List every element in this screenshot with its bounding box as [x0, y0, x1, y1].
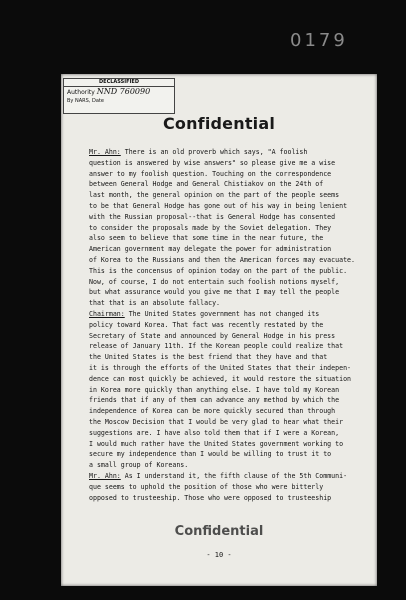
speaker-label: Mr. Ahn:	[89, 471, 121, 480]
stamp-authority-label: Authority	[67, 89, 95, 96]
line-text: a small group of Koreans.	[89, 461, 189, 470]
transcript-line	[89, 352, 373, 363]
line-text: last month, the general opinion on the part of the people seems	[89, 191, 340, 200]
line-text: also seem to believe that some time in the near future, the	[89, 234, 324, 243]
line-text: This is the concensus of opinion today on the part of the public.	[89, 266, 348, 275]
stamp-by-label: By	[67, 98, 74, 104]
transcript-line	[89, 201, 373, 212]
speaker-label: Chairman:	[89, 309, 125, 318]
transcript-line	[89, 190, 373, 201]
transcript-line	[89, 298, 373, 309]
transcript-line	[89, 341, 373, 352]
line-text: it is through the efforts of the United States that their indepen-	[89, 363, 352, 372]
transcript-line	[89, 449, 373, 460]
line-text: Now, of course, I do not entertain such foolish notions myself,	[89, 277, 340, 286]
microfilm-frame-number: 0179	[290, 30, 348, 51]
transcript-line	[89, 395, 373, 406]
transcript-line	[89, 320, 373, 331]
transcript-body	[89, 147, 373, 503]
classification-marking-top: Confidential	[162, 114, 276, 133]
stamp-authority-value: NND 760090	[96, 87, 151, 96]
stamp-by-value: NARS, Date	[74, 98, 104, 104]
classification-marking-bottom: Confidential	[174, 524, 264, 539]
line-text: As I understand it, the fifth clause of the 5th Communi-	[120, 471, 348, 480]
line-text: que seems to uphold the position of those who were bitterly	[89, 482, 324, 491]
line-text: policy toward Korea. That fact was recently restated by the	[89, 320, 324, 329]
transcript-line	[89, 417, 373, 428]
transcript-line	[89, 331, 373, 342]
line-text: American government may delegate the power for administration	[89, 245, 332, 254]
transcript-line	[89, 460, 373, 471]
transcript-line	[89, 482, 373, 493]
stamp-heading: DECLASSIFIED	[64, 79, 174, 87]
declassification-stamp	[63, 78, 175, 114]
transcript-line	[89, 374, 373, 385]
line-text: The United States government has not changed its	[124, 309, 320, 318]
line-text: of Korea to the Russians and then the American forces may evacuate.	[89, 255, 355, 264]
line-text: friends that if any of them can advance any method by which the	[89, 396, 340, 405]
line-text: to be that General Hodge has gone out of his way in being lenient	[89, 201, 348, 210]
line-text: but what assurance would you give me that I may tell the people	[89, 288, 340, 297]
line-text: with the Russian proposal--that is General Hodge has consented	[89, 212, 336, 221]
line-text: secure my independence than I would be willing to trust it to	[89, 450, 332, 459]
speaker-label: Mr. Ahn:	[89, 148, 121, 156]
line-text: dence can most quickly be achieved, it would restore the situation	[89, 374, 352, 383]
transcript-line	[89, 471, 373, 482]
line-text: release of January 11th. If the Korean people could realize that	[89, 342, 344, 351]
page-number: - 10 -	[206, 551, 232, 559]
line-text: independence of Korea can be more quickly secured than through	[89, 407, 336, 416]
transcript-line	[89, 223, 373, 234]
line-text: suggestions are. I have also told them that if I were a Korean,	[89, 428, 340, 437]
line-text: in Korea more quickly than anything else. I have told my Korean	[89, 385, 340, 394]
transcript-line	[89, 309, 373, 320]
line-text: I would much rather have the United States government working to	[89, 439, 344, 448]
transcript-line	[89, 406, 373, 417]
line-text: that that is an absolute fallacy.	[89, 299, 221, 308]
line-text: There is an old proverb which says, "A foolish	[120, 148, 308, 156]
transcript-line	[89, 169, 373, 180]
line-text: Secretary of State and announced by General Hodge in his press	[89, 331, 336, 340]
transcript-line	[89, 363, 373, 374]
transcript-line	[89, 158, 373, 169]
transcript-line	[89, 212, 373, 223]
stamp-by-row	[64, 97, 174, 106]
line-text: the United States is the best friend that they have and that	[89, 353, 328, 362]
transcript-line	[89, 428, 373, 439]
transcript-line	[89, 385, 373, 396]
transcript-line	[89, 147, 373, 158]
transcript-line	[89, 255, 373, 266]
transcript-line	[89, 277, 373, 288]
transcript-line	[89, 244, 373, 255]
transcript-line	[89, 179, 373, 190]
stamp-authority-row	[64, 87, 174, 97]
line-text: the Moscow Decision that I would be very glad to hear what their	[89, 417, 344, 426]
transcript-line	[89, 493, 373, 504]
line-text: question is answered by wise answers" so please give me a wise	[89, 158, 336, 167]
transcript-line	[89, 233, 373, 244]
line-text: to consider the proposals made by the Soviet delegation. They	[89, 223, 332, 232]
document-page	[61, 74, 377, 586]
line-text: between General Hodge and General Chistiakov on the 24th of	[89, 180, 324, 189]
transcript-line	[89, 266, 373, 277]
transcript-line	[89, 287, 373, 298]
line-text: opposed to trusteeship. Those who were opposed to trusteeship	[89, 493, 332, 502]
line-text: answer to my foolish question. Touching on the correspondence	[89, 169, 332, 178]
transcript-line	[89, 439, 373, 450]
